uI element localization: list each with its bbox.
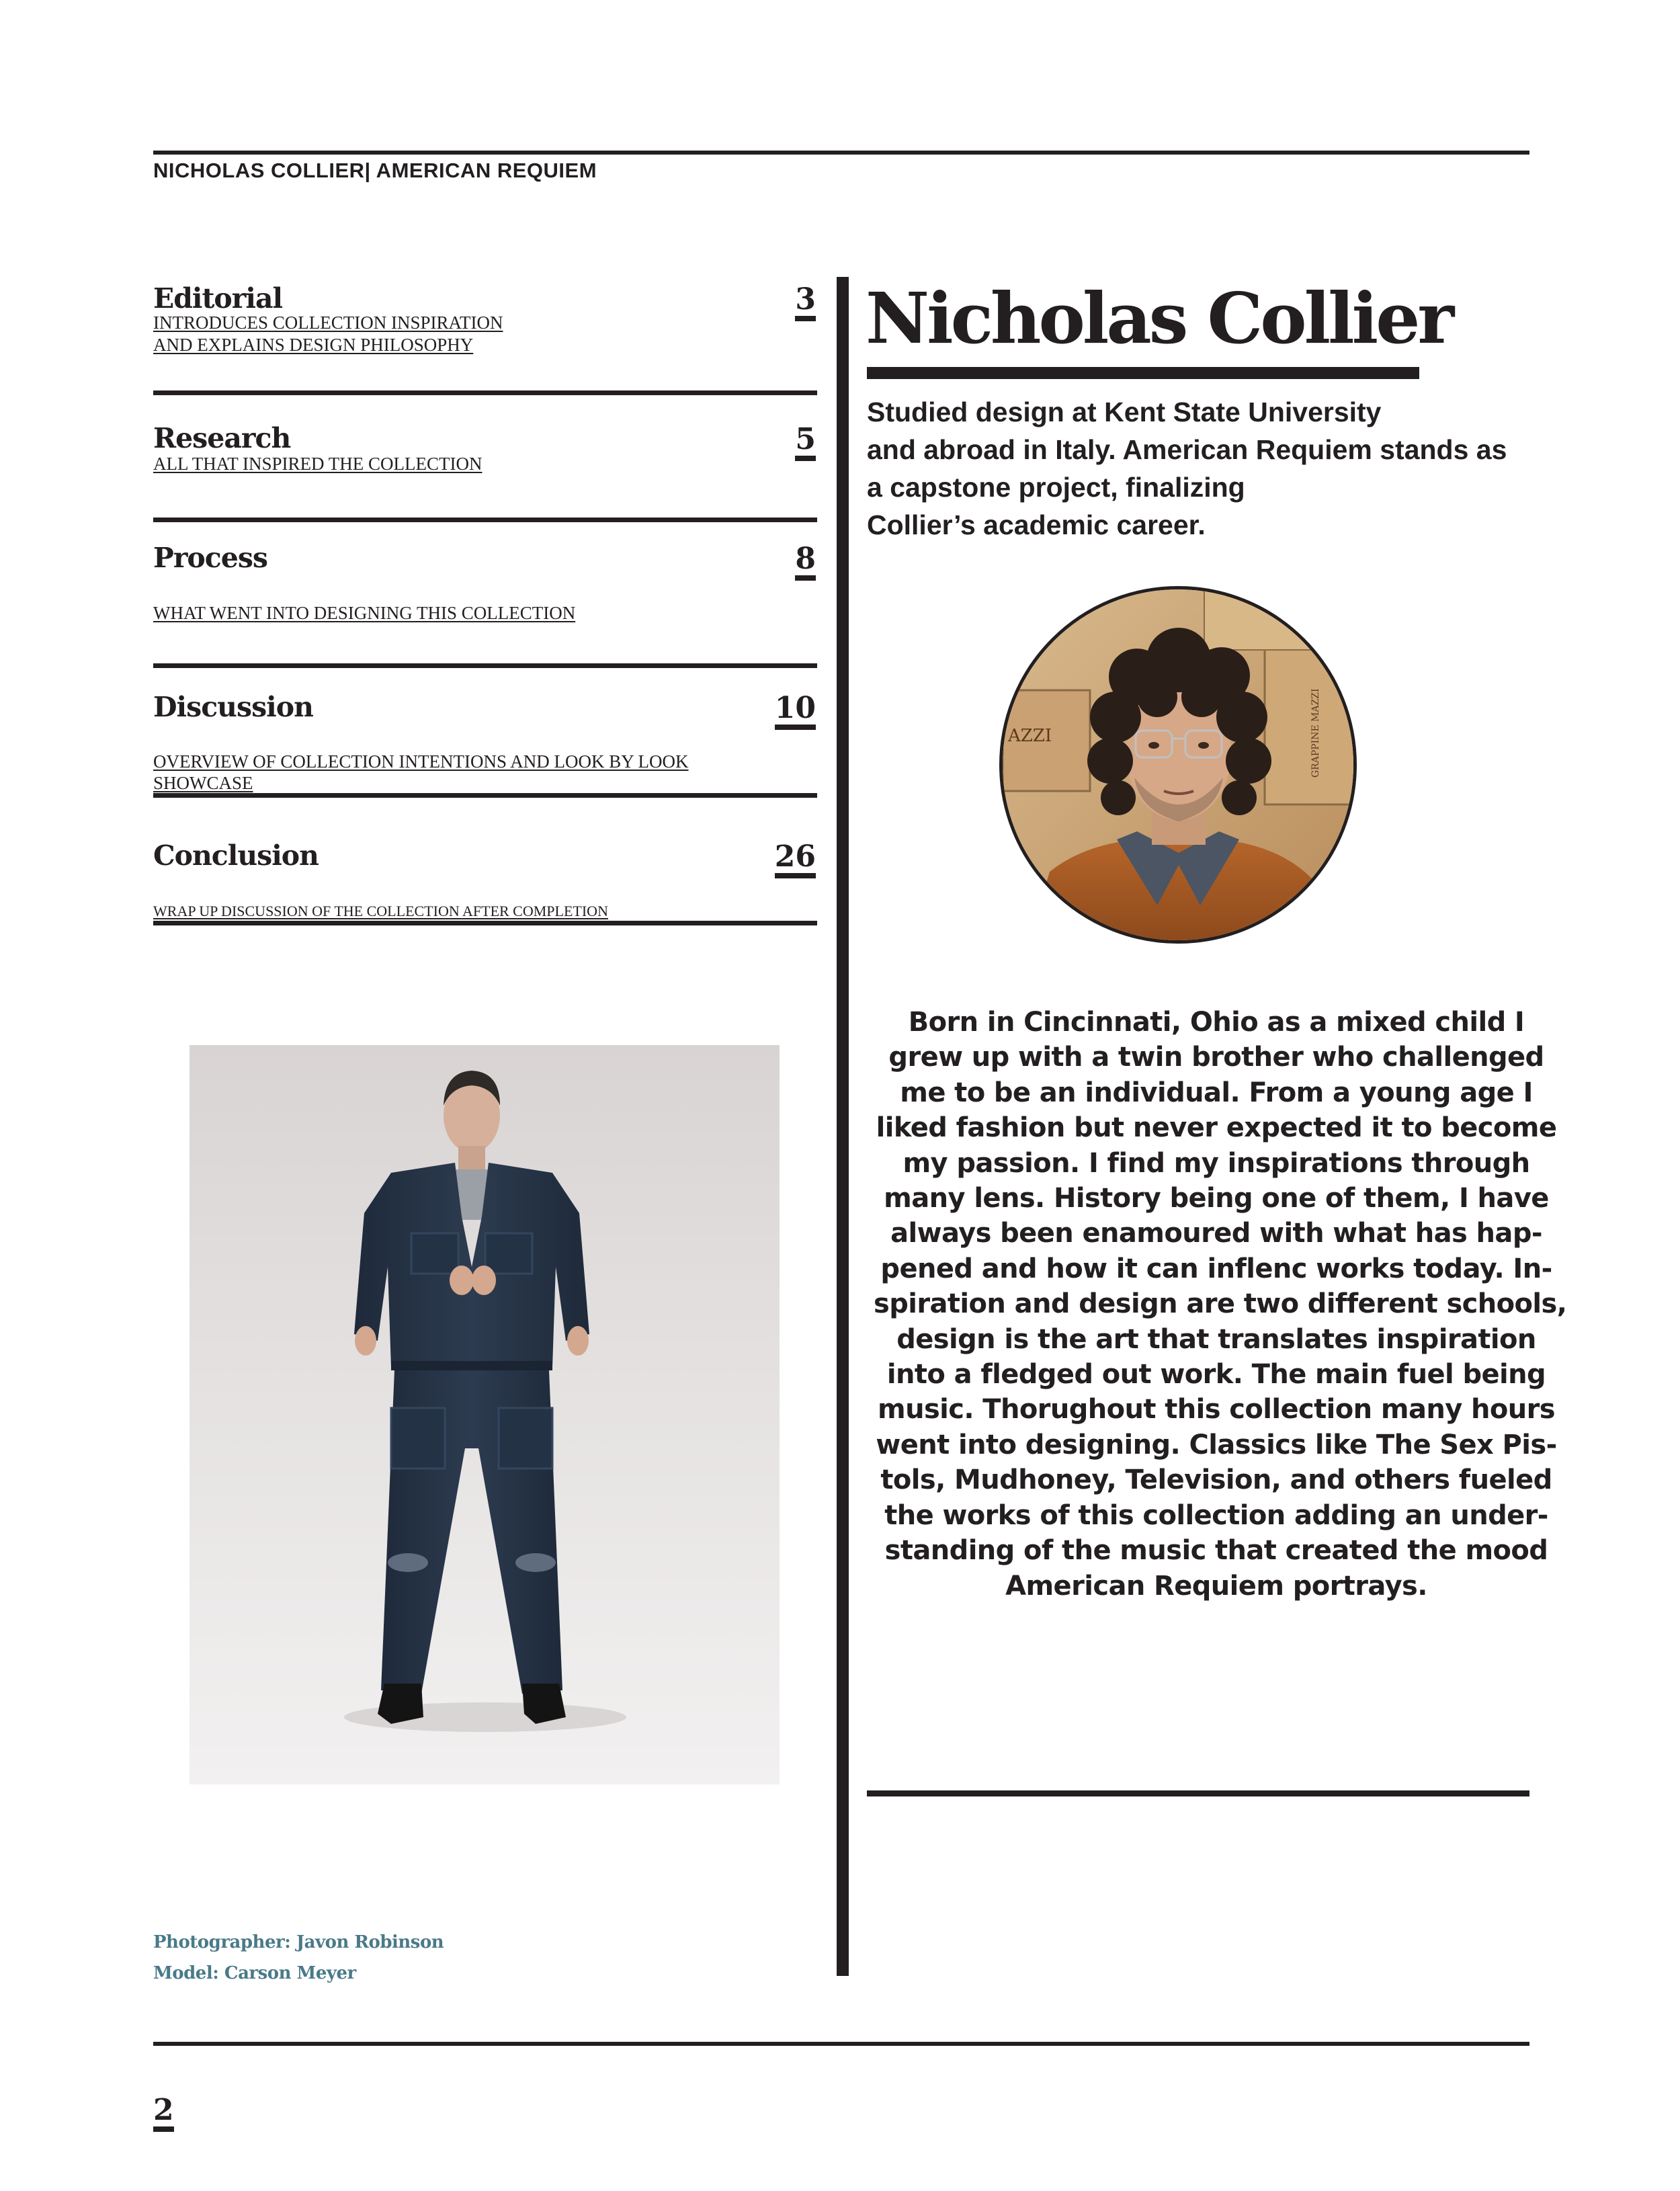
bio-line: my passion. I find my inspirations through	[902, 1147, 1530, 1179]
column-divider	[837, 277, 849, 1976]
footer-rule	[153, 2042, 1529, 2046]
bio-line: standing of the music that created the mood	[884, 1535, 1548, 1567]
toc-subtitle-discussion-line-1: OVERVIEW OF COLLECTION INTENTIONS AND LOOK BY LOOK	[153, 751, 689, 772]
toc-divider	[153, 663, 817, 668]
toc-divider	[153, 793, 817, 798]
designer-portrait	[999, 586, 1357, 944]
intro-line: Studied design at Kent State University	[867, 397, 1382, 427]
bio-line: design is the art that translates inspiration	[896, 1323, 1536, 1355]
toc-divider	[153, 921, 817, 925]
toc-page-process[interactable]	[735, 544, 816, 581]
running-head: NICHOLAS COLLIER| AMERICAN REQUIEM	[153, 159, 597, 182]
bio-line: many lens. History being one of them, I have	[884, 1183, 1549, 1214]
toc-title-discussion: Discussion	[153, 691, 313, 723]
bio-line: music. Thorughout this collection many hours	[878, 1394, 1555, 1425]
toc-divider	[153, 390, 817, 395]
name-underline	[867, 367, 1419, 379]
model-credit: Model: Carson Meyer	[153, 1963, 356, 1983]
crate-text-vertical: GRAPPINE MAZZI	[1310, 688, 1321, 778]
toc-page-discussion-label: 10	[775, 694, 816, 730]
bio-line: went into designing. Classics like The Sex Pis-	[876, 1429, 1557, 1460]
toc-title-editorial: Editorial	[153, 282, 283, 315]
designer-intro	[867, 393, 1552, 544]
header-rule	[153, 151, 1529, 155]
toc-divider	[153, 518, 817, 522]
toc-subtitle-research: ALL THAT INSPIRED THE COLLECTION	[153, 454, 482, 474]
bio-line: spiration and design are two different schools,	[874, 1288, 1567, 1320]
toc-page-research-label: 5	[795, 425, 816, 461]
toc-subtitle-editorial-line-2: AND EXPLAINS DESIGN PHILOSOPHY	[153, 335, 474, 355]
bio-bottom-rule	[867, 1790, 1529, 1796]
toc-title-conclusion: Conclusion	[153, 839, 319, 872]
toc-page-editorial-label: 3	[795, 285, 816, 321]
bio-line: always been enamoured with what has hap-	[890, 1218, 1542, 1249]
toc-page-editorial[interactable]	[735, 282, 816, 321]
toc-title-research: Research	[153, 422, 291, 454]
bio-line: liked fashion but never expected it to become	[876, 1112, 1557, 1144]
toc-page-research[interactable]	[735, 422, 816, 461]
toc-page-conclusion-label: 26	[775, 842, 816, 878]
toc-page-process-label: 8	[795, 544, 816, 581]
page-number	[153, 2093, 174, 2132]
bio-line: into a fledged out work. The main fuel being	[886, 1359, 1546, 1391]
intro-line: Collier’s academic career.	[867, 509, 1206, 540]
toc-page-conclusion[interactable]	[735, 839, 816, 878]
toc-subtitle-process: WHAT WENT INTO DESIGNING THIS COLLECTION	[153, 603, 576, 623]
toc-page-discussion[interactable]	[735, 691, 816, 730]
toc-subtitle-discussion-line-2: SHOWCASE	[153, 773, 253, 793]
model-photo	[190, 1045, 780, 1784]
designer-bio	[874, 1005, 1567, 1604]
toc-subtitle-editorial-line-1: INTRODUCES COLLECTION INSPIRATION	[153, 313, 503, 333]
intro-line: a capstone project, finalizing	[867, 472, 1245, 503]
toc-subtitle-conclusion: WRAP UP DISCUSSION OF THE COLLECTION AFTER COMPLETION	[153, 903, 608, 919]
bio-line: tols, Mudhoney, Television, and others fueled	[880, 1464, 1552, 1496]
toc-title-process: Process	[153, 542, 267, 574]
bio-line: Born in Cincinnati, Ohio as a mixed child I	[908, 1007, 1525, 1038]
photographer-credit: Photographer: Javon Robinson	[153, 1932, 444, 1952]
bio-line: the works of this collection adding an under-	[884, 1499, 1548, 1531]
bio-line: pened and how it can inflenc works today. In-	[880, 1253, 1552, 1284]
bio-line: American Requiem portrays.	[1005, 1570, 1427, 1602]
bio-line: grew up with a twin brother who challenged	[888, 1042, 1544, 1073]
designer-name: Nicholas Collier	[866, 277, 1452, 360]
bio-line: me to be an individual. From a young age I	[900, 1077, 1533, 1108]
page-number-label: 2	[153, 2096, 174, 2132]
crate-text: AZZI	[1008, 726, 1052, 746]
intro-line: and abroad in Italy. American Requiem stands as	[867, 434, 1507, 465]
